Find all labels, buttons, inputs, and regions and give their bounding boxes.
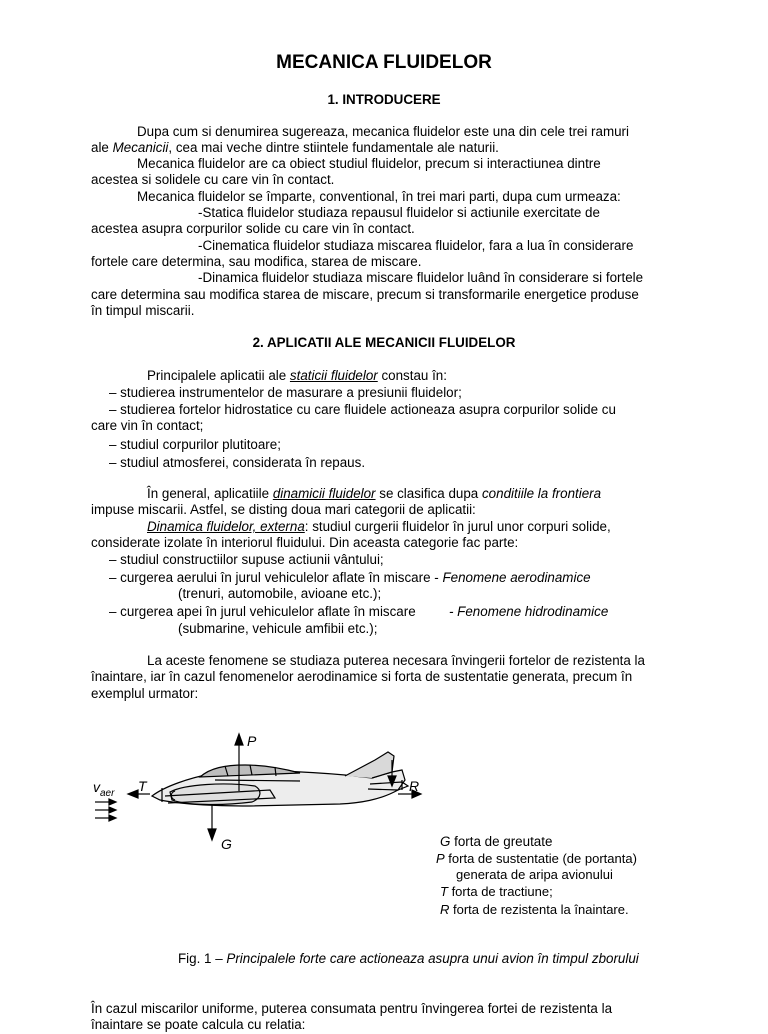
list-item: – studierea fortelor hidrostatice cu care fluidele actioneaza asupra corpurilor solide cu: [109, 402, 616, 417]
list-item: – studiul corpurilor plutitoare;: [109, 437, 281, 452]
list-item-continuation: care vin în contact;: [91, 418, 204, 433]
label-air-velocity: $v_{aer}$: [93, 779, 115, 799]
legend-item-p-continuation: generata de aripa avionului: [456, 867, 613, 882]
label-drag-r: R: [409, 778, 420, 794]
intro-line: fortele care determina, sau modifica, starea de miscare.: [91, 254, 422, 269]
list-item-continuation: (trenuri, automobile, avioane etc.);: [178, 586, 382, 601]
legend-item-r: R forta de rezistenta la înaintare.: [440, 902, 629, 917]
list-item-continuation: (submarine, vehicule amfibii etc.);: [178, 621, 378, 636]
intro-line: acestea si solidele cu care vin în contact.: [91, 172, 335, 187]
document-title: MECANICA FLUIDELOR: [276, 52, 492, 73]
legend-item-t: T forta de tractiune;: [440, 884, 553, 899]
list-item-category: - Fenomene hidrodinamice: [449, 604, 609, 619]
intro-line: -Cinematica fluidelor studiaza miscarea fluidelor, fara a lua în considerare: [198, 238, 634, 253]
airplane-drawing: [152, 752, 408, 806]
legend-item-p: P forta de sustentatie (de portanta): [436, 851, 637, 866]
section-heading-introducere: 1. INTRODUCERE: [327, 92, 441, 107]
closing-line: În cazul miscarilor uniforme, puterea consumata pentru învingerea fortei de rezistenta la: [91, 1001, 613, 1016]
label-thrust-t: T: [138, 778, 147, 794]
intro-line: în timpul miscarii.: [91, 303, 195, 318]
intro-line: Mecanica fluidelor are ca obiect studiul fluidelor, precum si interactiunea dintre: [137, 156, 601, 171]
list-item: – studiul constructiilor supuse actiunii vântului;: [109, 552, 384, 567]
label-lift-p: P: [247, 733, 257, 749]
figure-caption: Fig. 1 – Principalele forte care actioneaza asupra unui avion în timpul zborului: [178, 951, 639, 966]
list-item: – studierea instrumentelor de masurare a presiunii fluidelor;: [109, 385, 462, 400]
closing-line: înaintare se poate calcula cu relatia:: [91, 1017, 306, 1032]
label-weight-g: G: [221, 836, 232, 852]
intro-line: care determina sau modifica starea de miscare, precum si transformarile energetice produse: [91, 287, 639, 302]
phenomena-line: La aceste fenomene se studiaza puterea necesara învingerii fortelor de rezistenta la: [147, 653, 645, 668]
dynamics-line: impuse miscarii. Astfel, se disting doua mari categorii de aplicatii:: [91, 502, 476, 517]
intro-line: acestea asupra corpurilor solide cu care vin în contact.: [91, 221, 415, 236]
thrust-arrowhead: [128, 790, 138, 798]
weight-arrowhead: [208, 829, 216, 840]
intro-line: -Statica fluidelor studiaza repausul fluidelor si actiunile exercitate de: [198, 205, 600, 220]
statics-intro: Principalele aplicatii ale staticii fluidelor constau în:: [147, 368, 447, 383]
section-heading-aplicatii: 2. APLICATII ALE MECANICII FLUIDELOR: [252, 335, 516, 350]
intro-line: Mecanica fluidelor se împarte, conventional, în trei mari parti, dupa cum urmeaza:: [137, 189, 621, 204]
dynamics-intro: În general, aplicatiile dinamicii fluidelor se clasifica dupa conditiile la frontiera: [147, 486, 602, 501]
intro-line: -Dinamica fluidelor studiaza miscare fluidelor luând în considerare si fortele: [198, 270, 644, 285]
list-item: – curgerea aerului în jurul vehiculelor aflate în miscare - Fenomene aerodinamice: [109, 570, 591, 585]
intro-line: Dupa cum si denumirea sugereaza, mecanica fluidelor este una din cele trei ramuri: [137, 124, 629, 139]
dynamics-line: considerate izolate în interiorul fluidului. Din aceasta categorie fac parte:: [91, 535, 519, 550]
phenomena-line: înaintare, iar în cazul fenomenelor aerodinamice si forta de sustentatie generata, precum în: [91, 669, 633, 684]
phenomena-line: exemplul urmator:: [91, 686, 199, 701]
intro-line: ale Mecanicii, cea mai veche dintre stiintele fundamentale ale naturii.: [91, 140, 499, 155]
list-item: – curgerea apei în jurul vehiculelor aflate în miscare: [109, 604, 416, 619]
legend-item-g: G forta de greutate: [440, 834, 553, 849]
lift-arrowhead: [235, 734, 243, 745]
list-item: – studiul atmosferei, considerata în repaus.: [109, 455, 366, 470]
dynamics-line: Dinamica fluidelor, externa: studiul curgerii fluidelor în jurul unor corpuri solide,: [147, 519, 611, 534]
